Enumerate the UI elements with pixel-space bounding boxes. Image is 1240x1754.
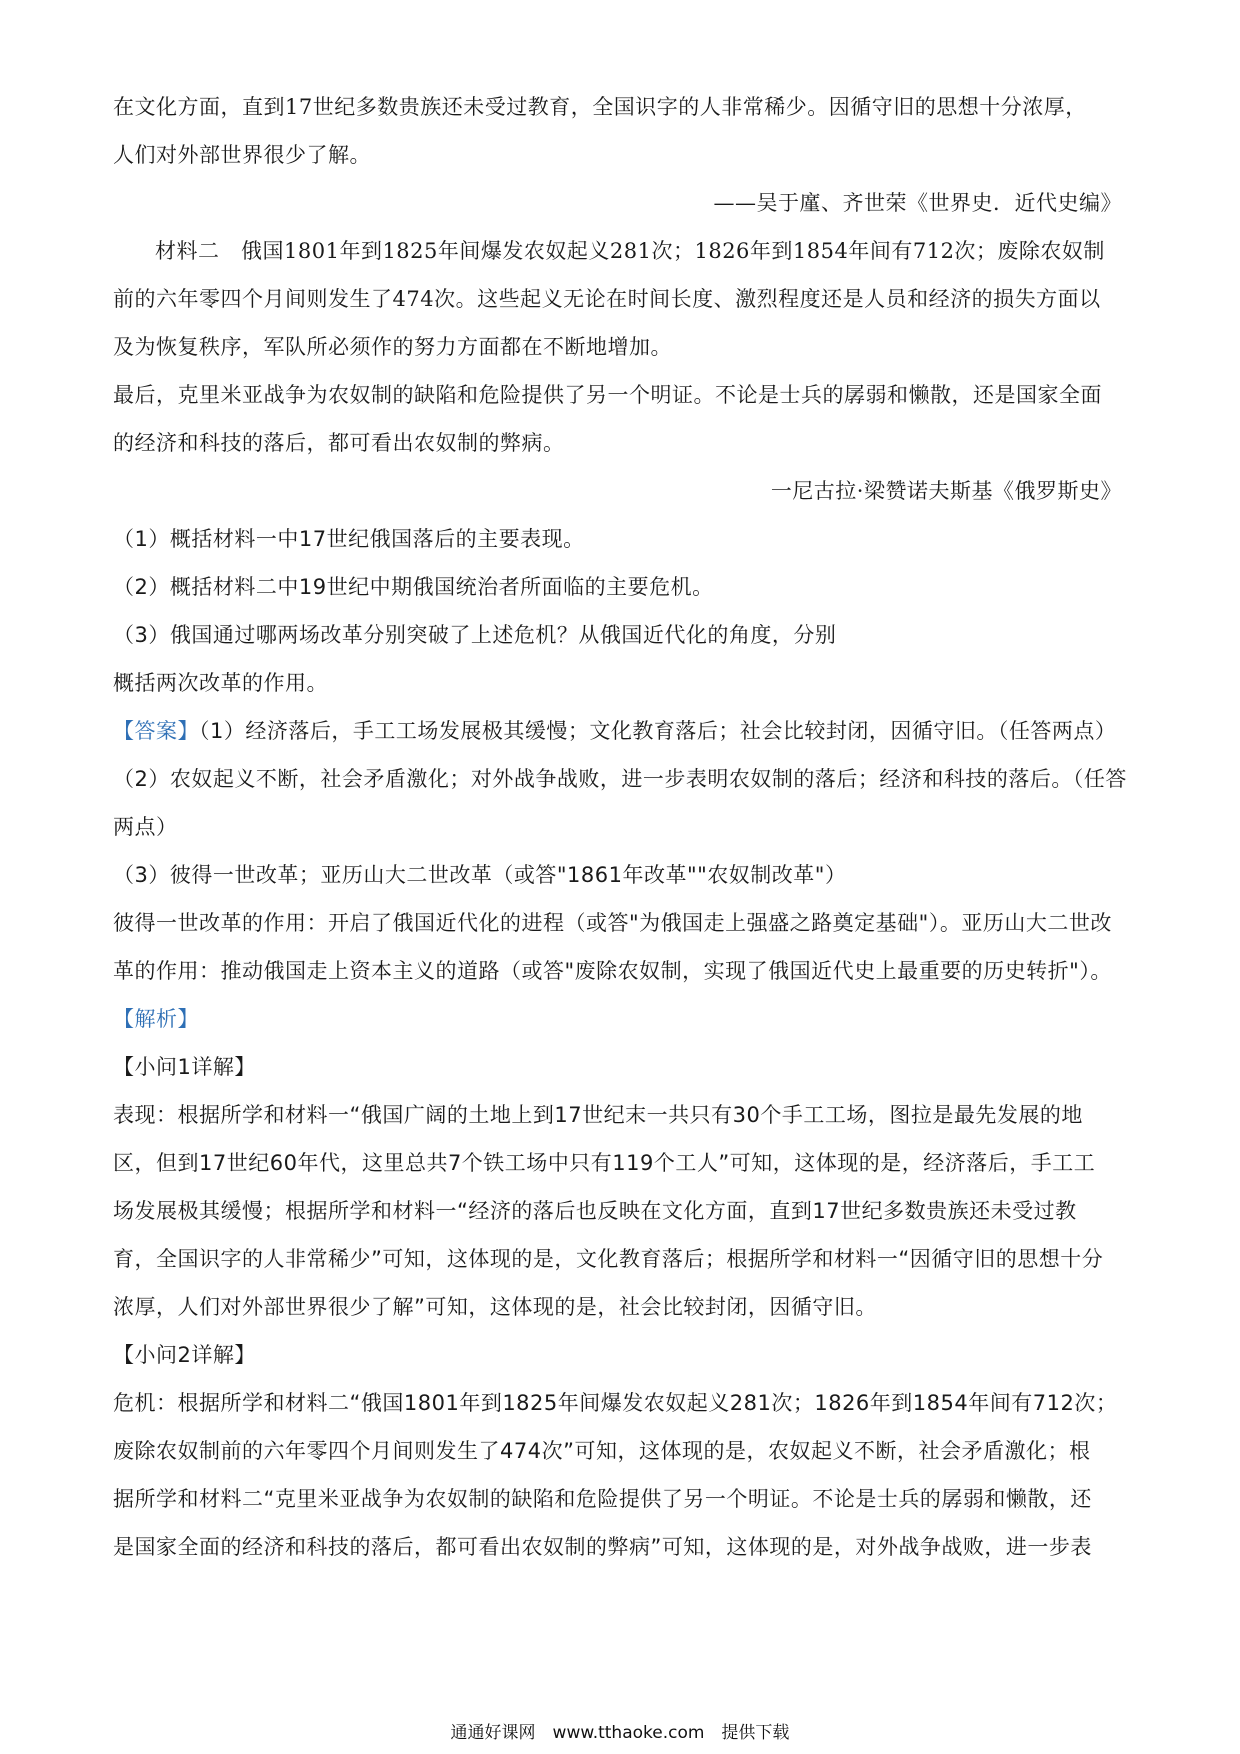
question-1: （1）概括材料一中17世纪俄国落后的主要表现。 [113,527,585,551]
material2-line-4: 最后，克里米亚战争为农奴制的缺陷和危险提供了另一个明证。不论是士兵的孱弱和懒散，还是国家全面 [113,383,1102,407]
sub2-line-2: 废除农奴制前的六年零四个月间则发生了474次”可知，这体现的是，农奴起义不断，社会矛盾激化；根 [113,1439,1091,1463]
material2-source: 一尼古拉·梁赞诺夫斯基《俄罗斯史》 [770,479,1122,503]
material2-line-1: 材料二 俄国1801年到1825年间爆发农奴起义281次；1826年到1854年间有712次；废除农奴制 [155,239,1105,263]
question-2: （2）概括材料二中19世纪中期俄国统治者所面临的主要危机。 [113,575,714,599]
sub2-line-1: 危机：根据所学和材料二“俄国1801年到1825年间爆发农奴起义281次；1826年到1854年间有712次； [113,1391,1118,1415]
sub1-line-2: 区，但到17世纪60年代，这里总共7个铁工场中只有119个工人”可知，这体现的是，经济落后，手工工 [113,1151,1096,1175]
answer-line-4: （3）彼得一世改革；亚历山大二世改革（或答"1861年改革""农奴制改革"） [113,863,847,887]
sub1-line-4: 育，全国识字的人非常稀少”可知，这体现的是，文化教育落后；根据所学和材料一“因循守旧的思想十分 [113,1247,1104,1271]
sub1-line-5: 浓厚，人们对外部世界很少了解”可知，这体现的是，社会比较封闭，因循守旧。 [113,1295,877,1319]
material2-line-2: 前的六年零四个月间则发生了474次。这些起义无论在时间长度、激烈程度还是人员和经济的损失方面以 [113,287,1101,311]
answer-line-3: 两点） [113,815,178,839]
sub2-label: 【小问2详解】 [113,1343,256,1367]
sub1-line-1: 表现：根据所学和材料一“俄国广阔的土地上到17世纪末一共只有30个手工工场，图拉是最先发展的地 [113,1103,1083,1127]
sub2-line-4: 是国家全面的经济和科技的落后，都可看出农奴制的弊病”可知，这体现的是，对外战争战败，进一步表 [113,1535,1092,1559]
question-3: （3）俄国通过哪两场改革分别突破了上述危机？从俄国近代化的角度，分别 [113,623,837,647]
material2-line-5: 的经济和科技的落后，都可看出农奴制的弊病。 [113,431,565,455]
answer-label: 【答案】 [113,719,199,743]
answer-line-1 [113,716,1128,746]
answer-line-5: 彼得一世改革的作用：开启了俄国近代化的进程（或答"为俄国走上强盛之路奠定基础"）。亚历山大二世改 [113,911,1112,935]
question-3-cont: 概括两次改革的作用。 [113,671,328,695]
material1-source: ——吴于廑、齐世荣《世界史．近代史编》 [713,191,1122,215]
answer-line-2: （2）农奴起义不断，社会矛盾激化；对外战争战败，进一步表明农奴制的落后；经济和科技的落后。（任答 [113,767,1127,791]
material1-line-1: 在文化方面，直到17世纪多数贵族还未受过教育，全国识字的人非常稀少。因循守旧的思想十分浓厚， [113,95,1087,119]
answer-line-6: 革的作用：推动俄国走上资本主义的道路（或答"废除农奴制，实现了俄国近代史上最重要的历史转折"）。 [113,959,1112,983]
sub1-line-3: 场发展极其缓慢；根据所学和材料一“经济的落后也反映在文化方面，直到17世纪多数贵族还未受过教 [113,1199,1077,1223]
answer-text-1: （1）经济落后，手工工场发展极其缓慢；文化教育落后；社会比较封闭，因循守旧。（任答两点） [199,719,1117,743]
analysis-label: 【解析】 [113,1007,199,1031]
footer-watermark: 通通好课网 www.tthaoke.com 提供下载 [450,1723,790,1743]
material1-line-2: 人们对外部世界很少了解。 [113,143,371,167]
material2-line-3: 及为恢复秩序，军队所必须作的努力方面都在不断地增加。 [113,335,672,359]
sub2-line-3: 据所学和材料二“克里米亚战争为农奴制的缺陷和危险提供了另一个明证。不论是士兵的孱弱和懒散，还 [113,1487,1092,1511]
sub1-label: 【小问1详解】 [113,1055,256,1079]
